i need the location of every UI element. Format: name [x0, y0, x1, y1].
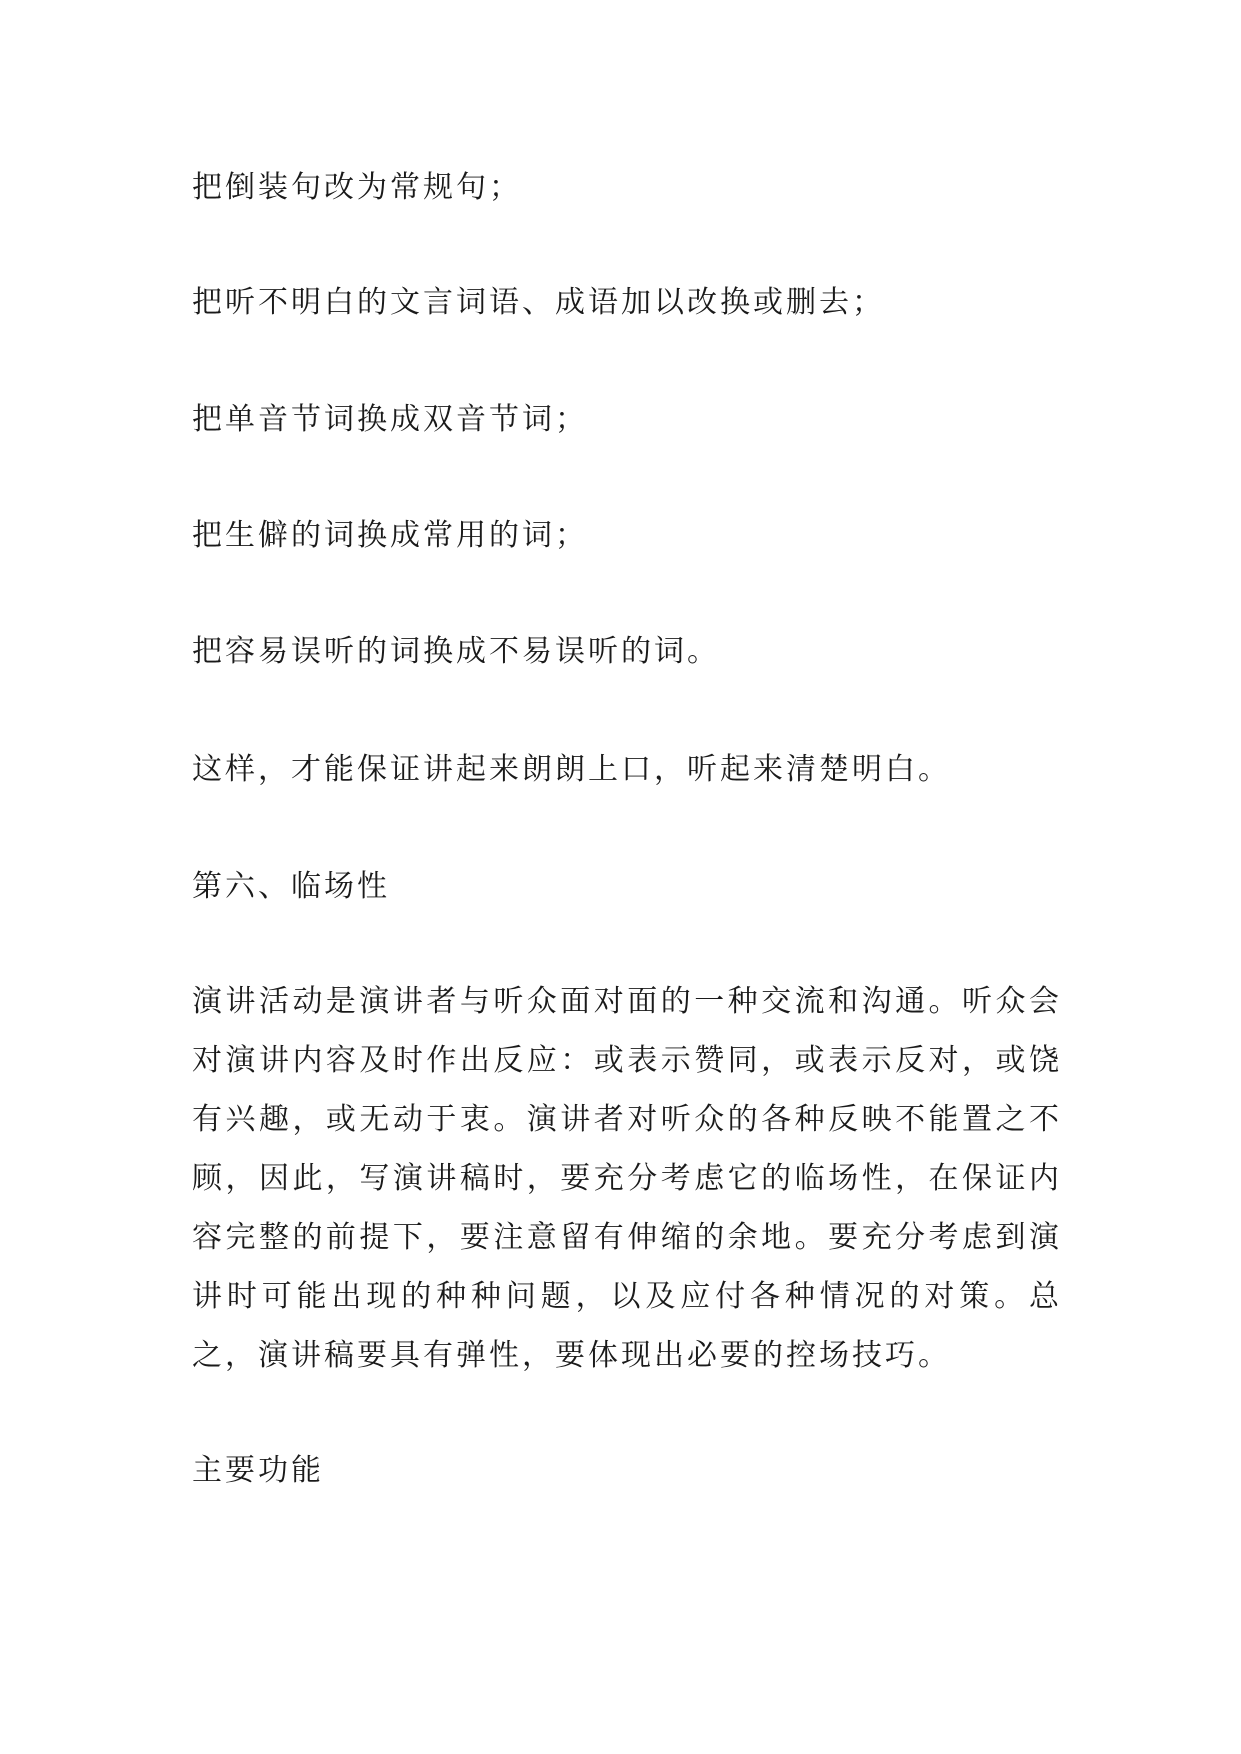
text-line-classical-words: 把听不明白的文言词语、成语加以改换或删去； — [192, 285, 885, 320]
section-heading-spontaneity: 第六、临场性 — [192, 869, 390, 904]
section-heading-main-functions: 主要功能 — [192, 1453, 324, 1488]
text-line-monosyllabic-words: 把单音节词换成双音节词； — [192, 402, 588, 437]
text-line-conclusion: 这样，才能保证讲起来朗朗上口，听起来清楚明白。 — [192, 752, 951, 787]
text-line-rare-words: 把生僻的词换成常用的词； — [192, 518, 588, 553]
body-paragraph: 演讲活动是演讲者与听众面对面的一种交流和沟通。听众会对演讲内容及时作出反应：或表示赞同，或表示反对，或饶有兴趣，或无动于衷。演讲者对听众的各种反映不能置之不顾，因此，写演讲稿时，要充分考虑它的临场性，在保证内容完整的前提下，要注意留有伸缩的余地。要充分考虑到演讲时可能出现的种种问题，以及应付各种情况的对策。总之，演讲稿要具有弹性，要体现出必要的控场技巧。 — [192, 984, 1062, 1373]
text-line-mishearing-words: 把容易误听的词换成不易误听的词。 — [192, 634, 720, 669]
text-line-inverted-sentence: 把倒装句改为常规句； — [192, 170, 522, 205]
